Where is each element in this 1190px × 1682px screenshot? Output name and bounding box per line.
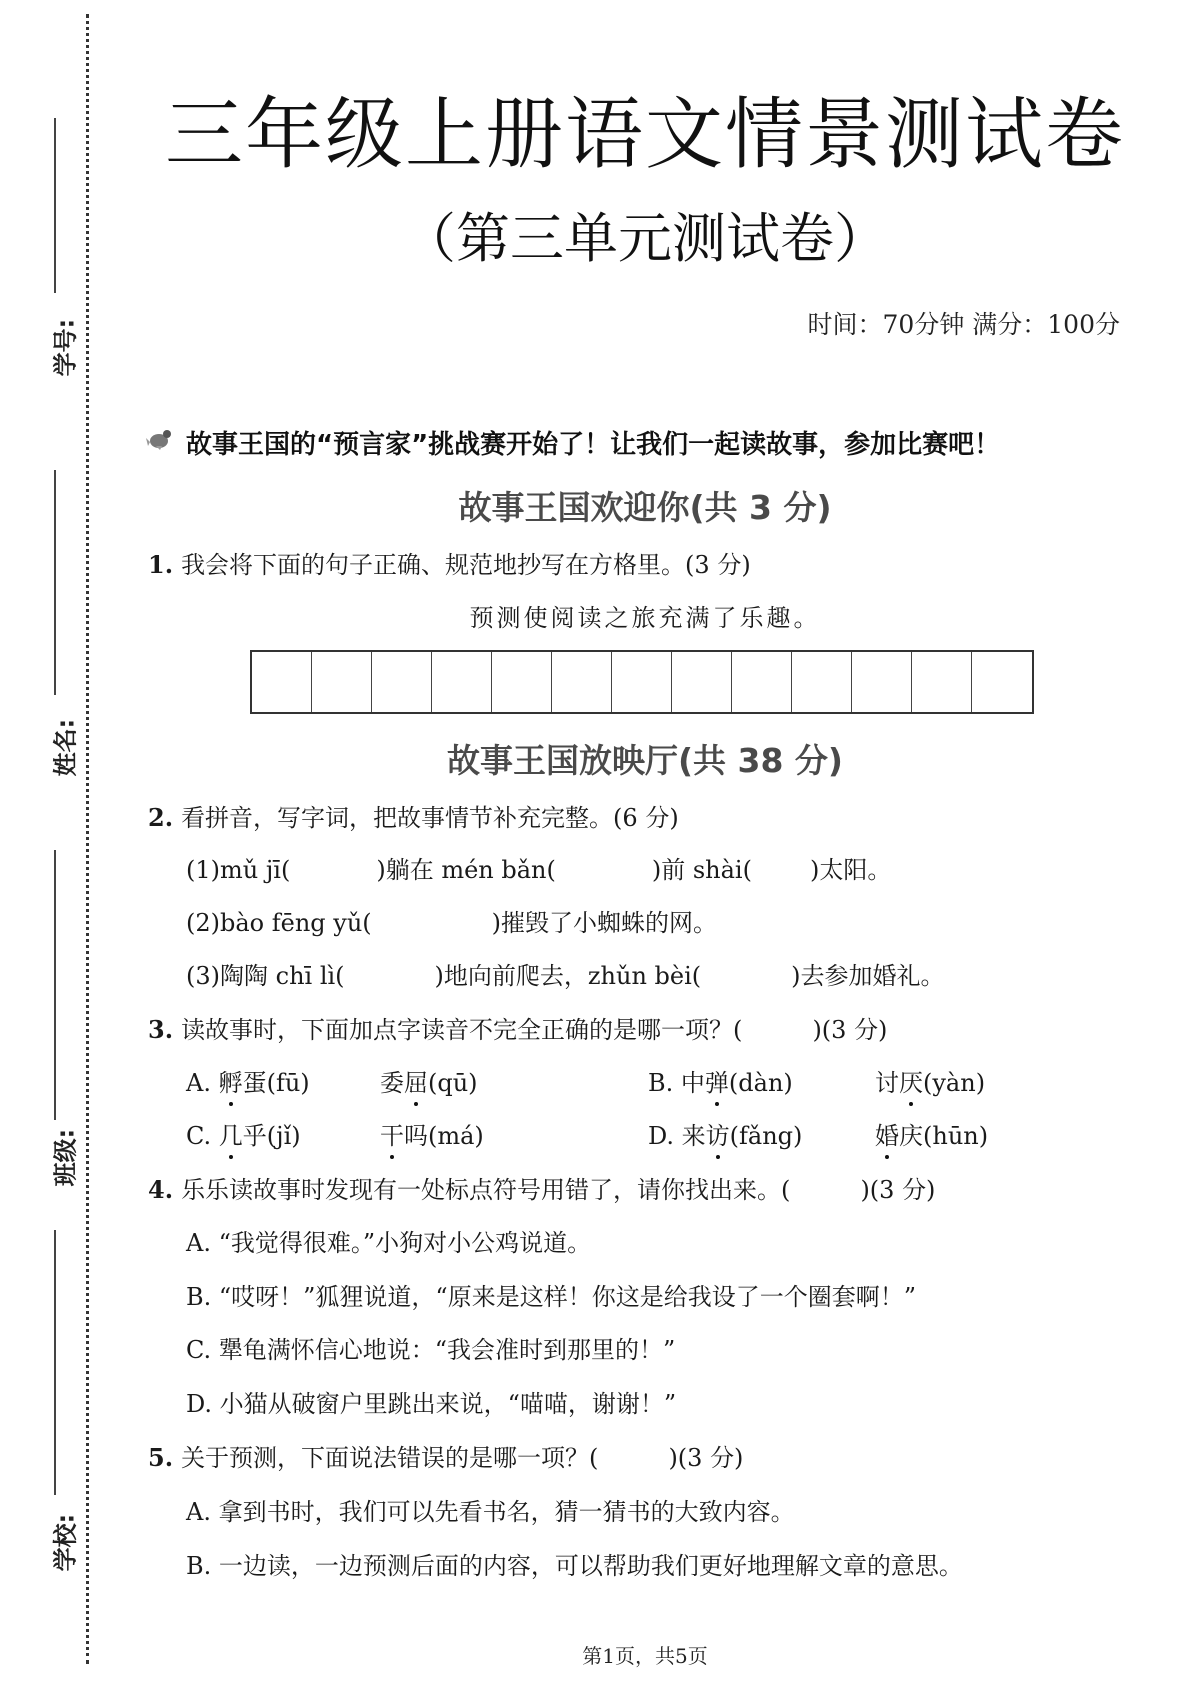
q2-item-text: )前 shài( [651, 856, 752, 884]
name-underline [54, 470, 56, 695]
option-text: (yàn) [923, 1069, 986, 1097]
option-text: 讨 [875, 1069, 899, 1097]
school-label: 学校: [51, 1513, 80, 1572]
q2-item-text: )地向前爬去，zhǔn bèi( [434, 962, 702, 990]
option-text: (fǎng) [729, 1122, 803, 1150]
q3-option-d[interactable] [648, 1116, 802, 1151]
question-4 [148, 1170, 935, 1205]
dotted-char: 厌 [899, 1063, 923, 1098]
grid-cell[interactable] [492, 652, 552, 712]
q2-item-text: (2)bào fēng yǔ( [186, 909, 372, 937]
option-text: 来 [681, 1122, 706, 1150]
dotted-char: 婚 [875, 1116, 899, 1151]
q2-item-text: )太阳。 [809, 856, 892, 884]
q2-item-1 [186, 850, 891, 885]
option-label: A. [186, 1069, 211, 1097]
grid-cell[interactable] [972, 652, 1032, 712]
q2-item-text: )躺在 mén bǎn( [376, 856, 556, 884]
q2-item-2 [186, 903, 717, 938]
student-id-underline [54, 118, 56, 293]
q2-item-text: )摧毁了小蜘蛛的网。 [491, 909, 718, 937]
grid-cell[interactable] [552, 652, 612, 712]
grid-cell[interactable] [672, 652, 732, 712]
question-number: 3. [148, 1015, 174, 1044]
question-1 [148, 545, 751, 580]
grid-cell[interactable] [252, 652, 312, 712]
question-number: 2. [148, 803, 174, 832]
q2-item-text: )去参加婚礼。 [791, 962, 945, 990]
dotted-char: 孵 [219, 1063, 243, 1098]
student-id-label: 学号: [51, 318, 80, 377]
question-score: )(3 分) [812, 1016, 888, 1044]
dotted-char: 弹 [705, 1063, 729, 1098]
question-text: 看拼音，写字词，把故事情节补充完整。(6 分) [181, 804, 679, 832]
q3-option-c[interactable] [186, 1116, 301, 1151]
writing-grid[interactable] [250, 650, 1034, 714]
question-score: )(3 分) [860, 1176, 936, 1204]
question-text: 读故事时，下面加点字读音不完全正确的是哪一项？( [181, 1016, 743, 1044]
option-label: C. [186, 1122, 212, 1150]
question-number: 5. [148, 1443, 174, 1472]
question-number: 4. [148, 1175, 174, 1204]
school-underline [54, 1230, 56, 1495]
option-text: 中 [680, 1069, 705, 1097]
question-5 [148, 1438, 743, 1473]
q3-option-a-word2 [380, 1063, 478, 1098]
q3-option-c-word2 [380, 1116, 484, 1151]
grid-cell[interactable] [912, 652, 972, 712]
option-text: (qū) [428, 1069, 478, 1097]
grid-cell[interactable] [732, 652, 792, 712]
q3-option-a[interactable] [186, 1063, 310, 1098]
grid-cell[interactable] [792, 652, 852, 712]
option-text: 吗(má) [404, 1122, 484, 1150]
question-text: 乐乐读故事时发现有一处标点符号用错了，请你找出来。( [181, 1176, 791, 1204]
copy-sentence: 预测使阅读之旅充满了乐趣。 [469, 604, 821, 632]
q4-option-c[interactable]: C. 犟龟满怀信心地说：“我会准时到那里的！” [186, 1336, 676, 1364]
intro-line [146, 424, 1000, 461]
grid-cell[interactable] [432, 652, 492, 712]
q5-option-a[interactable]: A. 拿到书时，我们可以先看书名，猜一猜书的大致内容。 [186, 1498, 795, 1526]
q2-item-text: (3)陶陶 chī lì( [186, 962, 345, 990]
page-title: 三年级上册语文情景测试卷 [164, 90, 1125, 180]
class-label: 班级: [51, 1128, 80, 1187]
section-heading-cinema: 故事王国放映厅(共 38 分) [446, 741, 844, 780]
section-heading-welcome: 故事王国欢迎你(共 3 分) [458, 488, 832, 527]
q4-option-b[interactable]: B. “哎呀！”狐狸说道，“原来是这样！你这是给我设了一个圈套啊！” [186, 1283, 916, 1311]
question-score: )(3 分) [668, 1444, 744, 1472]
option-text: 庆(hūn) [899, 1122, 989, 1150]
dotted-char: 访 [706, 1116, 730, 1151]
dotted-char: 干 [380, 1116, 404, 1151]
q4-option-d[interactable]: D. 小猫从破窗户里跳出来说，“喵喵，谢谢！” [186, 1390, 677, 1418]
intro-text: 故事王国的“预言家”挑战赛开始了！让我们一起读故事，参加比赛吧！ [186, 430, 1001, 460]
q3-option-b[interactable] [648, 1063, 793, 1098]
option-label: D. [648, 1122, 675, 1150]
option-text: 蛋(fū) [242, 1069, 310, 1097]
q2-item-3 [186, 956, 945, 991]
class-underline [54, 850, 56, 1120]
question-number: 1. [148, 550, 174, 579]
q3-option-d-word2 [875, 1116, 988, 1151]
question-3 [148, 1010, 887, 1045]
question-text: 我会将下面的句子正确、规范地抄写在方格里。(3 分) [181, 551, 751, 579]
grid-cell[interactable] [612, 652, 672, 712]
page-number: 第1页，共5页 [582, 1644, 708, 1668]
q5-option-b[interactable]: B. 一边读，一边预测后面的内容，可以帮助我们更好地理解文章的意思。 [186, 1552, 963, 1580]
question-text: 关于预测，下面说法错误的是哪一项？( [181, 1444, 599, 1472]
mascot-icon [146, 426, 176, 459]
binding-dotted-line [86, 14, 89, 1664]
option-text: 乎(jǐ) [242, 1122, 301, 1150]
option-label: B. [648, 1069, 674, 1097]
q4-option-a[interactable]: A. “我觉得很难。”小狗对小公鸡说道。 [186, 1229, 592, 1257]
dotted-char: 几 [219, 1116, 243, 1151]
name-label: 姓名: [51, 718, 80, 777]
option-text: 委 [380, 1069, 404, 1097]
grid-cell[interactable] [312, 652, 372, 712]
grid-cell[interactable] [372, 652, 432, 712]
dotted-char: 屈 [404, 1063, 428, 1098]
page-subtitle: （第三单元测试卷） [402, 207, 888, 270]
q2-item-text: (1)mǔ jī( [186, 856, 291, 884]
question-2 [148, 798, 679, 833]
time-and-score: 时间：70分钟 满分：100分 [807, 310, 1120, 339]
option-text: (dàn) [728, 1069, 793, 1097]
q3-option-b-word2 [875, 1063, 985, 1098]
grid-cell[interactable] [852, 652, 912, 712]
